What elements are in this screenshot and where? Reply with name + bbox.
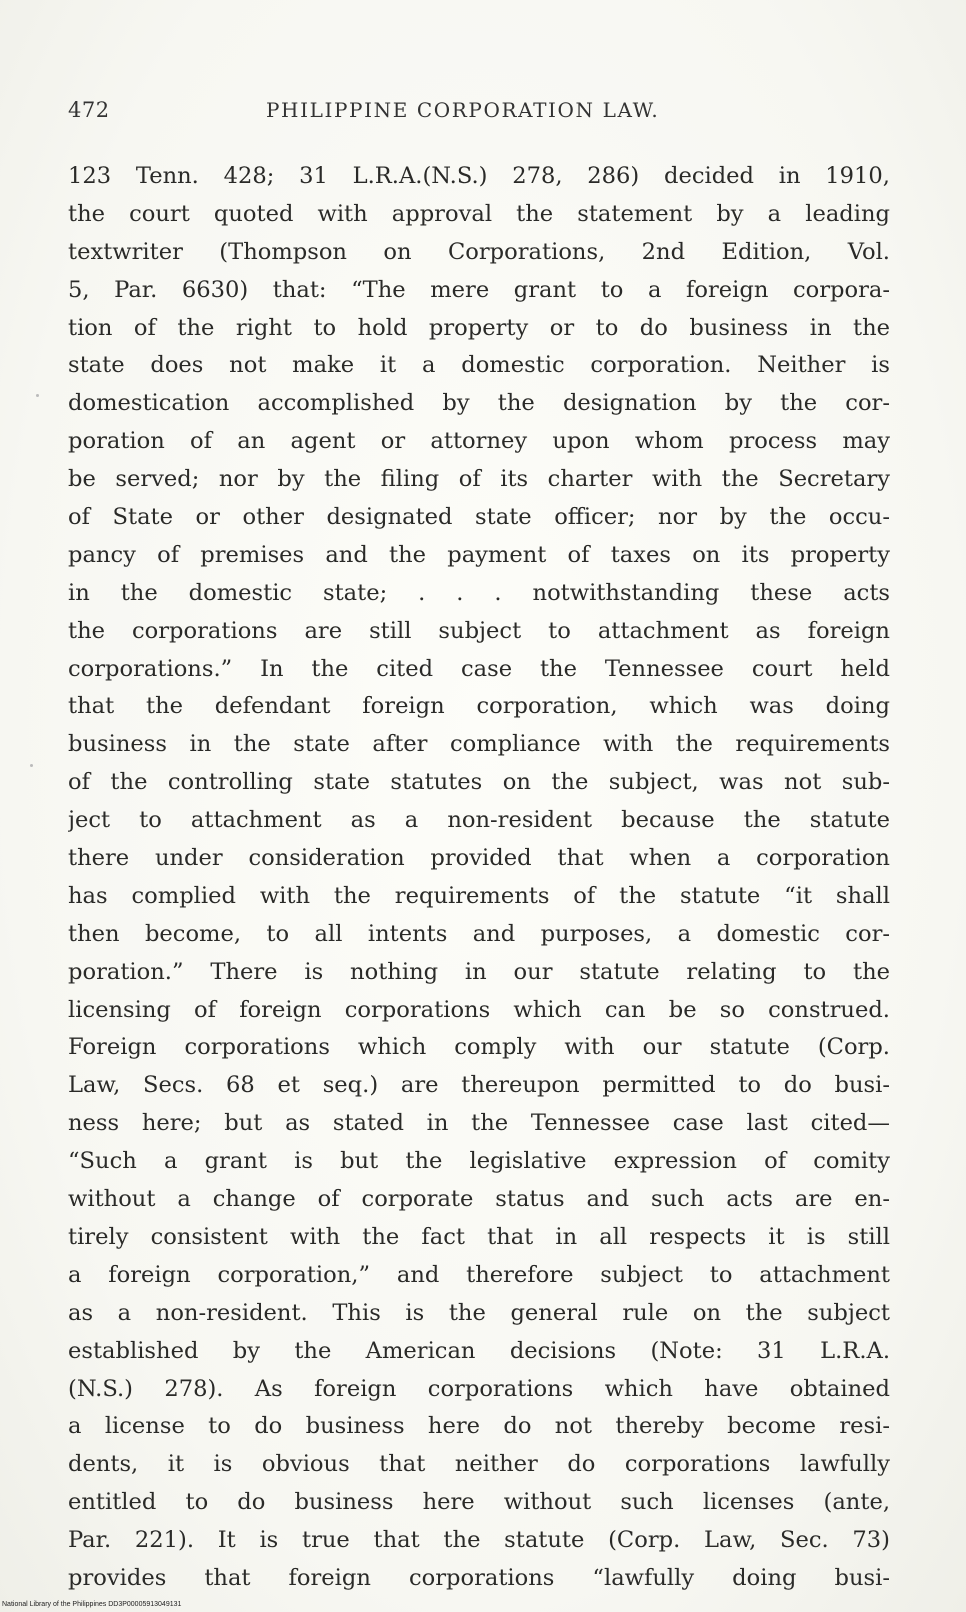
text-line: tirely consistent with the fact that in all respects it is still bbox=[68, 1223, 890, 1250]
text-line: “Such a grant is but the legislative expression of comity bbox=[68, 1148, 890, 1175]
text-line: of the controlling state statutes on the subject, was not sub- bbox=[68, 769, 890, 796]
text-line: textwriter (Thompson on Corporations, 2nd Edition, Vol. bbox=[68, 238, 890, 265]
text-line: that the defendant foreign corporation, which was doing bbox=[68, 693, 890, 720]
text-line: as a non-resident. This is the general rule on the subject bbox=[68, 1299, 890, 1326]
text-line: Foreign corporations which comply with our statute (Corp. bbox=[68, 1034, 890, 1061]
text-line: provides that foreign corporations “lawfully doing busi- bbox=[68, 1564, 890, 1591]
text-line: licensing of foreign corporations which can be so construed. bbox=[68, 996, 890, 1023]
library-stamp: National Library of the Philippines DD3P00005913049131 bbox=[2, 1601, 182, 1608]
page-number: 472 bbox=[68, 98, 110, 122]
text-line: of State or other designated state officer; nor by the occu- bbox=[68, 504, 890, 531]
text-line: (N.S.) 278). As foreign corporations which have obtained bbox=[68, 1375, 890, 1402]
text-line: the corporations are still subject to attachment as foreign bbox=[68, 617, 890, 644]
text-line: be served; nor by the filing of its charter with the Secretary bbox=[68, 466, 890, 493]
body-text bbox=[68, 158, 890, 1598]
scan-speck bbox=[36, 394, 39, 397]
text-line: the court quoted with approval the statement by a leading bbox=[68, 200, 890, 227]
text-line: Law, Secs. 68 et seq.) are thereupon permitted to do busi- bbox=[68, 1072, 890, 1099]
text-line: Par. 221). It is true that the statute (Corp. Law, Sec. 73) bbox=[68, 1527, 890, 1554]
text-line: a license to do business here do not thereby become resi- bbox=[68, 1413, 890, 1440]
text-line: tion of the right to hold property or to do business in the bbox=[68, 314, 890, 341]
text-line: business in the state after compliance with the requirements bbox=[68, 731, 890, 758]
text-line: pancy of premises and the payment of taxes on its property bbox=[68, 541, 890, 568]
text-line: domestication accomplished by the designation by the cor- bbox=[68, 390, 890, 417]
text-line: poration of an agent or attorney upon whom process may bbox=[68, 428, 890, 455]
text-line: in the domestic state; . . . notwithstanding these acts bbox=[68, 579, 890, 606]
text-line: there under consideration provided that when a corporation bbox=[68, 845, 890, 872]
text-line: dents, it is obvious that neither do corporations lawfully bbox=[68, 1451, 890, 1478]
page-header bbox=[68, 98, 890, 128]
scan-speck bbox=[30, 764, 33, 767]
text-line: a foreign corporation,” and therefore subject to attachment bbox=[68, 1261, 890, 1288]
text-line: established by the American decisions (Note: 31 L.R.A. bbox=[68, 1337, 890, 1364]
text-line: corporations.” In the cited case the Tennessee court held bbox=[68, 655, 890, 682]
text-line: entitled to do business here without such licenses (ante, bbox=[68, 1489, 890, 1516]
text-line: poration.” There is nothing in our statute relating to the bbox=[68, 958, 890, 985]
text-line: state does not make it a domestic corporation. Neither is bbox=[68, 352, 890, 379]
text-line: without a change of corporate status and such acts are en- bbox=[68, 1186, 890, 1213]
text-line: 123 Tenn. 428; 31 L.R.A.(N.S.) 278, 286) decided in 1910, bbox=[68, 163, 890, 189]
text-line: has complied with the requirements of the statute “it shall bbox=[68, 882, 890, 909]
text-line: then become, to all intents and purposes, a domestic cor- bbox=[68, 920, 890, 947]
text-line: ness here; but as stated in the Tennessee case last cited— bbox=[68, 1110, 890, 1137]
running-title: PHILIPPINE CORPORATION LAW. bbox=[266, 98, 660, 122]
text-line: 5, Par. 6630) that: “The mere grant to a foreign corpora- bbox=[68, 276, 890, 303]
text-line: ject to attachment as a non-resident because the statute bbox=[68, 807, 890, 834]
